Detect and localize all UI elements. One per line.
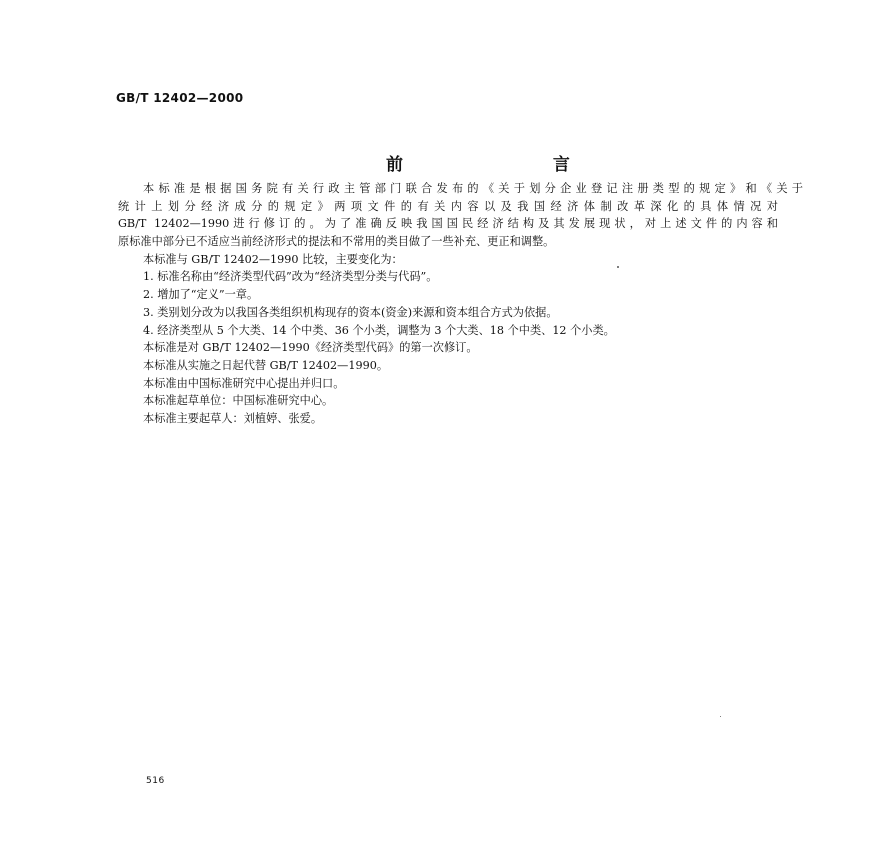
proposer-note: 本标准由中国标准研究中心提出并归口。 bbox=[143, 376, 345, 390]
drafting-unit-note: 本标准起草单位：中国标准研究中心。 bbox=[143, 394, 334, 408]
comparison-line: 本标准与 GB/T 12402—1990 比较，主要变化为： bbox=[143, 252, 403, 266]
scan-speck bbox=[720, 716, 721, 717]
change-item-3: 3. 类别划分改为以我国各类组织机构现存的资本(资金)来源和资本组合方式为依据。 bbox=[143, 305, 558, 319]
change-item-1: 1. 标准名称由“经济类型代码”改为“经济类型分类与代码”。 bbox=[143, 270, 438, 284]
intro-line-3: GB/T 12402—1990进行修订的。为了准确反映我国国民经济结构及其发展现状，对上述文件的内容和 bbox=[118, 217, 778, 231]
page-number: 516 bbox=[146, 776, 165, 786]
replaces-note: 本标准从实施之日起代替 GB/T 12402—1990。 bbox=[143, 358, 389, 372]
foreword-body bbox=[118, 180, 803, 428]
section-title: 前 言 bbox=[386, 155, 642, 175]
change-item-2: 2. 增加了“定义”一章。 bbox=[143, 288, 259, 302]
standard-code: GB/T 12402—2000 bbox=[116, 91, 244, 105]
intro-line-1: 本标准是根据国务院有关行政主管部门联合发布的《关于划分企业登记注册类型的规定》和《关于 bbox=[143, 182, 803, 195]
change-item-4: 4. 经济类型从 5 个大类、14 个中类、36 个小类，调整为 3 个大类、18 个中类、12 个小类。 bbox=[143, 323, 615, 337]
intro-line-2: 统计上划分经济成分的规定》两项文件的有关内容以及我国经济体制改革深化的具体情况对 bbox=[118, 199, 778, 213]
drafters-note: 本标准主要起草人：刘植婷、张爱。 bbox=[143, 411, 323, 425]
scan-speck bbox=[617, 266, 619, 268]
intro-line-4: 原标准中部分已不适应当前经济形式的提法和不常用的类目做了一些补充、更正和调整。 bbox=[118, 235, 555, 249]
revision-note: 本标准是对 GB/T 12402—1990《经济类型代码》的第一次修订。 bbox=[143, 341, 478, 355]
